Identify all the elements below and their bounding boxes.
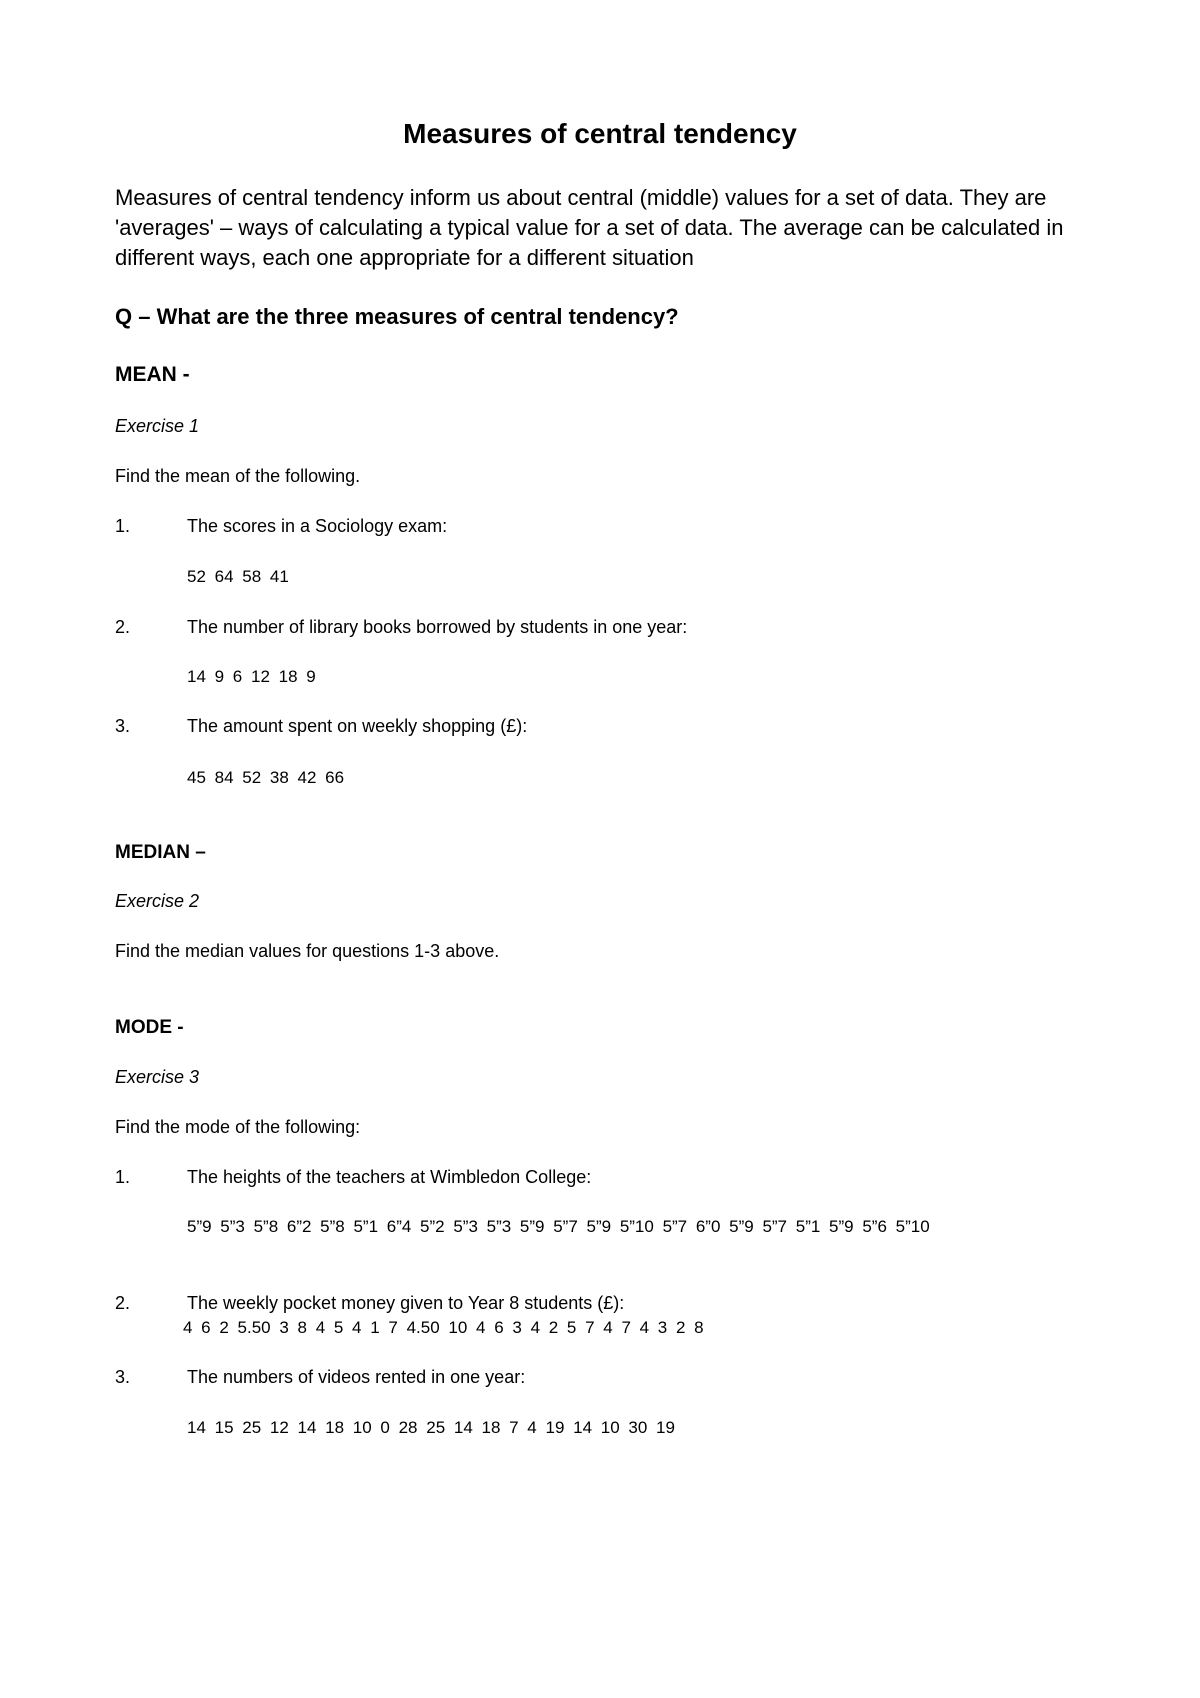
item-number: 2. <box>115 1293 131 1313</box>
item-text: The numbers of videos rented in one year: <box>187 1367 526 1387</box>
item-text: The weekly pocket money given to Year 8 students (£): <box>187 1293 625 1313</box>
mean-heading: MEAN - <box>115 363 190 386</box>
median-heading: MEDIAN – <box>115 842 206 863</box>
item-text: The amount spent on weekly shopping (£): <box>187 716 528 736</box>
item-number: 1. <box>115 1167 131 1187</box>
mode-heading: MODE - <box>115 1017 184 1038</box>
item-text: The heights of the teachers at Wimbledon College: <box>187 1167 592 1187</box>
mean-item-2 <box>115 617 1105 638</box>
exercise-3-label: Exercise 3 <box>115 1067 200 1087</box>
question-line: Q – What are the three measures of central tendency? <box>115 304 679 329</box>
page-title: Measures of central tendency <box>403 118 797 149</box>
item-number: 3. <box>115 716 131 736</box>
exercise-2-label: Exercise 2 <box>115 891 200 911</box>
mode-item-2-data: 4 6 2 5.50 3 8 4 5 4 1 7 4.50 10 4 6 3 4 2 5 7 4 7 4 3 2 8 <box>183 1318 704 1337</box>
mode-item-1 <box>115 1167 1105 1188</box>
mode-item-1-data: 5”9 5”3 5”8 6”2 5”8 5”1 6”4 5”2 5”3 5”3 5”9 5”7 5”9 5”10 5”7 6”0 5”9 5”7 5”1 5”9 5”6 5”10 <box>187 1217 930 1236</box>
mode-item-2 <box>115 1293 1105 1314</box>
item-number: 2. <box>115 617 131 637</box>
mean-item-2-data: 14 9 6 12 18 9 <box>187 667 316 686</box>
mean-item-3-data: 45 84 52 38 42 66 <box>187 768 345 787</box>
item-number: 1. <box>115 516 131 536</box>
item-text: The number of library books borrowed by students in one year: <box>187 617 688 637</box>
mean-item-1-data: 52 64 58 41 <box>187 567 289 586</box>
mean-item-1 <box>115 516 1105 537</box>
median-instruction: Find the median values for questions 1-3 above. <box>115 941 500 961</box>
exercise-1-label: Exercise 1 <box>115 416 200 436</box>
intro-paragraph: Measures of central tendency inform us about central (middle) values for a set of data. They are 'averages' – ways of calculating a typical value for a set of data. The average can be calculated in different ways, each one appropriate for a different situation <box>115 185 1064 270</box>
mean-item-3 <box>115 716 1105 737</box>
mode-instruction: Find the mode of the following: <box>115 1117 361 1137</box>
mode-item-3 <box>115 1367 1105 1388</box>
item-number: 3. <box>115 1367 131 1387</box>
mean-instruction: Find the mean of the following. <box>115 466 361 486</box>
mode-item-3-data: 14 15 25 12 14 18 10 0 28 25 14 18 7 4 19 14 10 30 19 <box>187 1418 675 1437</box>
item-text: The scores in a Sociology exam: <box>187 516 448 536</box>
